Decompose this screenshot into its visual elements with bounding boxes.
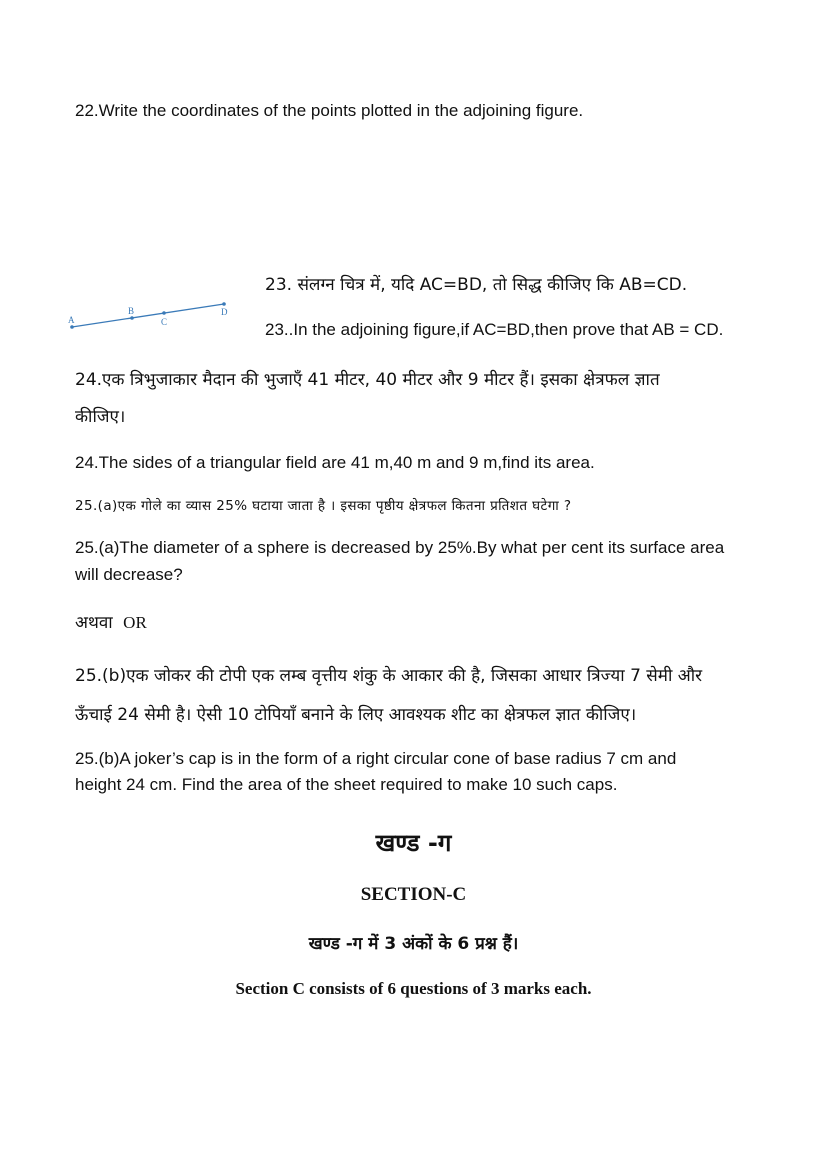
- label-d: D: [221, 307, 228, 317]
- question-22: 22.Write the coordinates of the points plotted in the adjoining figure.: [75, 101, 584, 120]
- line-segment-figure: [60, 296, 240, 336]
- question-25b-hindi-line2: ऊँचाई 24 सेमी है। ऐसी 10 टोपियाँ बनाने के लिए आवश्यक शीट का क्षेत्रफल ज्ञात कीजिए।: [75, 705, 637, 725]
- question-24-hindi-line1: 24.एक त्रिभुजाकार मैदान की भुजाएँ 41 मीटर, 40 मीटर और 9 मीटर हैं। इसका क्षेत्रफल ज्ञात: [75, 370, 660, 390]
- point-d: [222, 302, 226, 306]
- question-25b-english-line2: height 24 cm. Find the area of the sheet required to make 10 such caps.: [75, 775, 618, 794]
- question-25b-hindi-line1: 25.(b)एक जोकर की टोपी एक लम्ब वृत्तीय शंकु के आकार की है, जिसका आधार त्रिज्या 7 सेमी और: [75, 666, 703, 686]
- point-a: [70, 325, 74, 329]
- question-24-hindi-line2: कीजिए।: [75, 407, 126, 427]
- label-a: A: [68, 315, 75, 325]
- or-hindi: अथवा: [75, 613, 113, 633]
- point-c: [162, 311, 166, 315]
- label-b: B: [128, 306, 135, 316]
- section-title-english: SECTION-C: [360, 884, 467, 905]
- question-25a-hindi: 25.(a)एक गोले का व्यास 25% घटाया जाता है । इसका पृष्ठीय क्षेत्रफल कितना प्रतिशत घटेगा ?: [75, 498, 572, 514]
- or-separator: [75, 610, 147, 633]
- question-23-english: 23..In the adjoining figure,if AC=BD,then prove that AB = CD.: [265, 320, 724, 339]
- question-25a-english-line2: will decrease?: [75, 565, 183, 584]
- section-description-english: Section C consists of 6 questions of 3 marks each.: [235, 979, 592, 998]
- question-24-english: 24.The sides of a triangular field are 41 m,40 m and 9 m,find its area.: [75, 453, 595, 472]
- point-b: [130, 316, 134, 320]
- or-english: OR: [123, 613, 147, 632]
- section-description-hindi: खण्ड -ग में 3 अंकों के 6 प्रश्न हैं।: [308, 934, 519, 954]
- section-title-hindi: खण्ड -ग: [375, 829, 452, 857]
- label-c: C: [161, 317, 168, 327]
- question-25a-english-line1: 25.(a)The diameter of a sphere is decreased by 25%.By what per cent its surface area: [75, 538, 725, 557]
- question-23-hindi: 23. संलग्न चित्र में, यदि AC=BD, तो सिद्ध कीजिए कि AB=CD.: [265, 275, 688, 295]
- question-25b-english-line1: 25.(b)A joker’s cap is in the form of a right circular cone of base radius 7 cm and: [75, 749, 677, 768]
